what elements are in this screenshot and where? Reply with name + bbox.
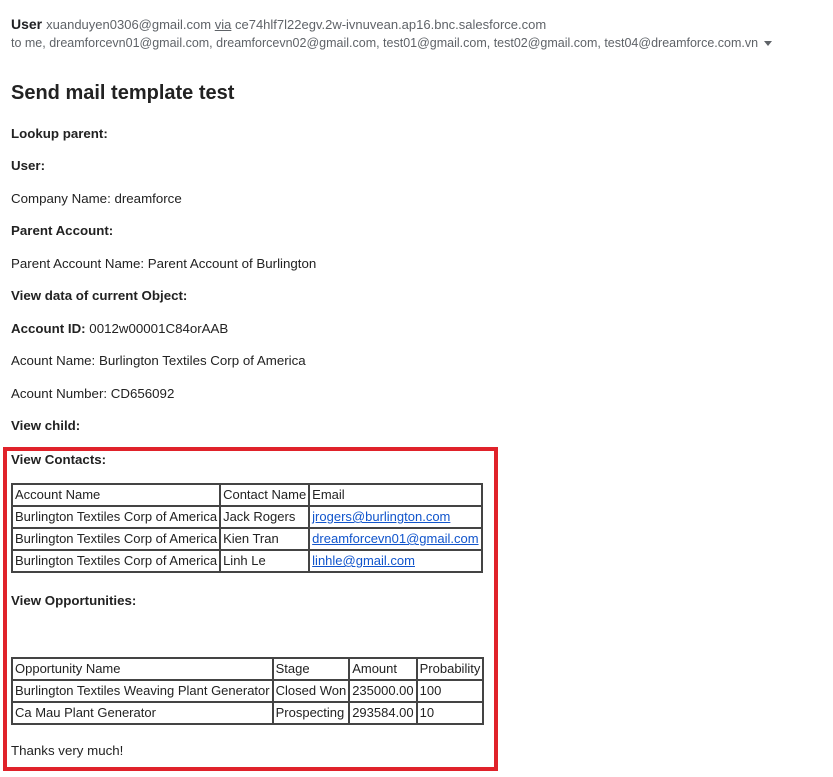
annotation-highlight-box xyxy=(3,447,498,771)
sender-name[interactable]: User xyxy=(11,16,43,32)
column-header: Account Name xyxy=(12,484,220,506)
opportunity-name-cell: Ca Mau Plant Generator xyxy=(12,702,273,724)
account-id xyxy=(11,320,228,338)
lookup-parent-heading: Lookup parent: xyxy=(11,126,108,141)
recipients-line xyxy=(11,34,827,52)
parent-account-name: Parent Account Name: Parent Account of Burlington xyxy=(11,256,317,271)
amount-cell: 235000.00 xyxy=(349,680,416,702)
email-link[interactable]: dreamforcevn01@gmail.com xyxy=(312,531,479,546)
via-link[interactable]: via xyxy=(214,17,232,32)
contact-cell: Jack Rogers xyxy=(220,506,309,528)
parent-account-heading: Parent Account: xyxy=(11,223,114,238)
column-header: Email xyxy=(309,484,481,506)
current-object-heading: View data of current Object: xyxy=(11,288,188,303)
email-link[interactable]: jrogers@burlington.com xyxy=(312,509,451,524)
account-cell: Burlington Textiles Corp of America xyxy=(12,506,220,528)
column-header: Probability xyxy=(417,658,484,680)
probability-cell: 10 xyxy=(417,702,484,724)
sender-email[interactable]: xuanduyen0306@gmail.com xyxy=(46,17,212,32)
amount-cell: 293584.00 xyxy=(349,702,416,724)
user-heading: User: xyxy=(11,158,45,173)
page-title: Send mail template test xyxy=(11,82,235,104)
contact-cell: Linh Le xyxy=(220,550,309,572)
opportunity-name-cell: Burlington Textiles Weaving Plant Generator xyxy=(12,680,273,702)
email-link[interactable]: linhle@gmail.com xyxy=(312,553,415,568)
recipient-details-dropdown-icon[interactable] xyxy=(764,41,772,46)
thanks-message: Thanks very much! xyxy=(11,743,124,758)
account-name: Acount Name: Burlington Textiles Corp of America xyxy=(11,353,306,368)
email-header xyxy=(11,14,827,52)
view-contacts-heading: View Contacts: xyxy=(11,452,107,467)
account-number: Acount Number: CD656092 xyxy=(11,386,175,401)
account-cell: Burlington Textiles Corp of America xyxy=(12,550,220,572)
column-header: Contact Name xyxy=(220,484,309,506)
stage-cell: Prospecting xyxy=(273,702,350,724)
column-header: Stage xyxy=(273,658,350,680)
view-child-heading: View child: xyxy=(11,418,81,433)
stage-cell: Closed Won xyxy=(273,680,350,702)
account-id-value: 0012w00001C84orAAB xyxy=(85,321,229,336)
probability-cell: 100 xyxy=(417,680,484,702)
column-header: Opportunity Name xyxy=(12,658,273,680)
account-cell: Burlington Textiles Corp of America xyxy=(12,528,220,550)
company-name: Company Name: dreamforce xyxy=(11,191,182,206)
column-header: Amount xyxy=(349,658,416,680)
view-opportunities-heading: View Opportunities: xyxy=(11,593,137,608)
via-domain: ce74hlf7l22egv.2w-ivnuvean.ap16.bnc.salesforce.com xyxy=(234,17,547,32)
sender-line xyxy=(11,14,827,34)
account-id-label: Account ID: xyxy=(11,321,86,336)
contact-cell: Kien Tran xyxy=(220,528,309,550)
recipients-list: to me, dreamforcevn01@gmail.com, dreamforcevn02@gmail.com, test01@gmail.com, test02@gmail.com, test04@dreamforce.com.vn xyxy=(11,36,759,50)
